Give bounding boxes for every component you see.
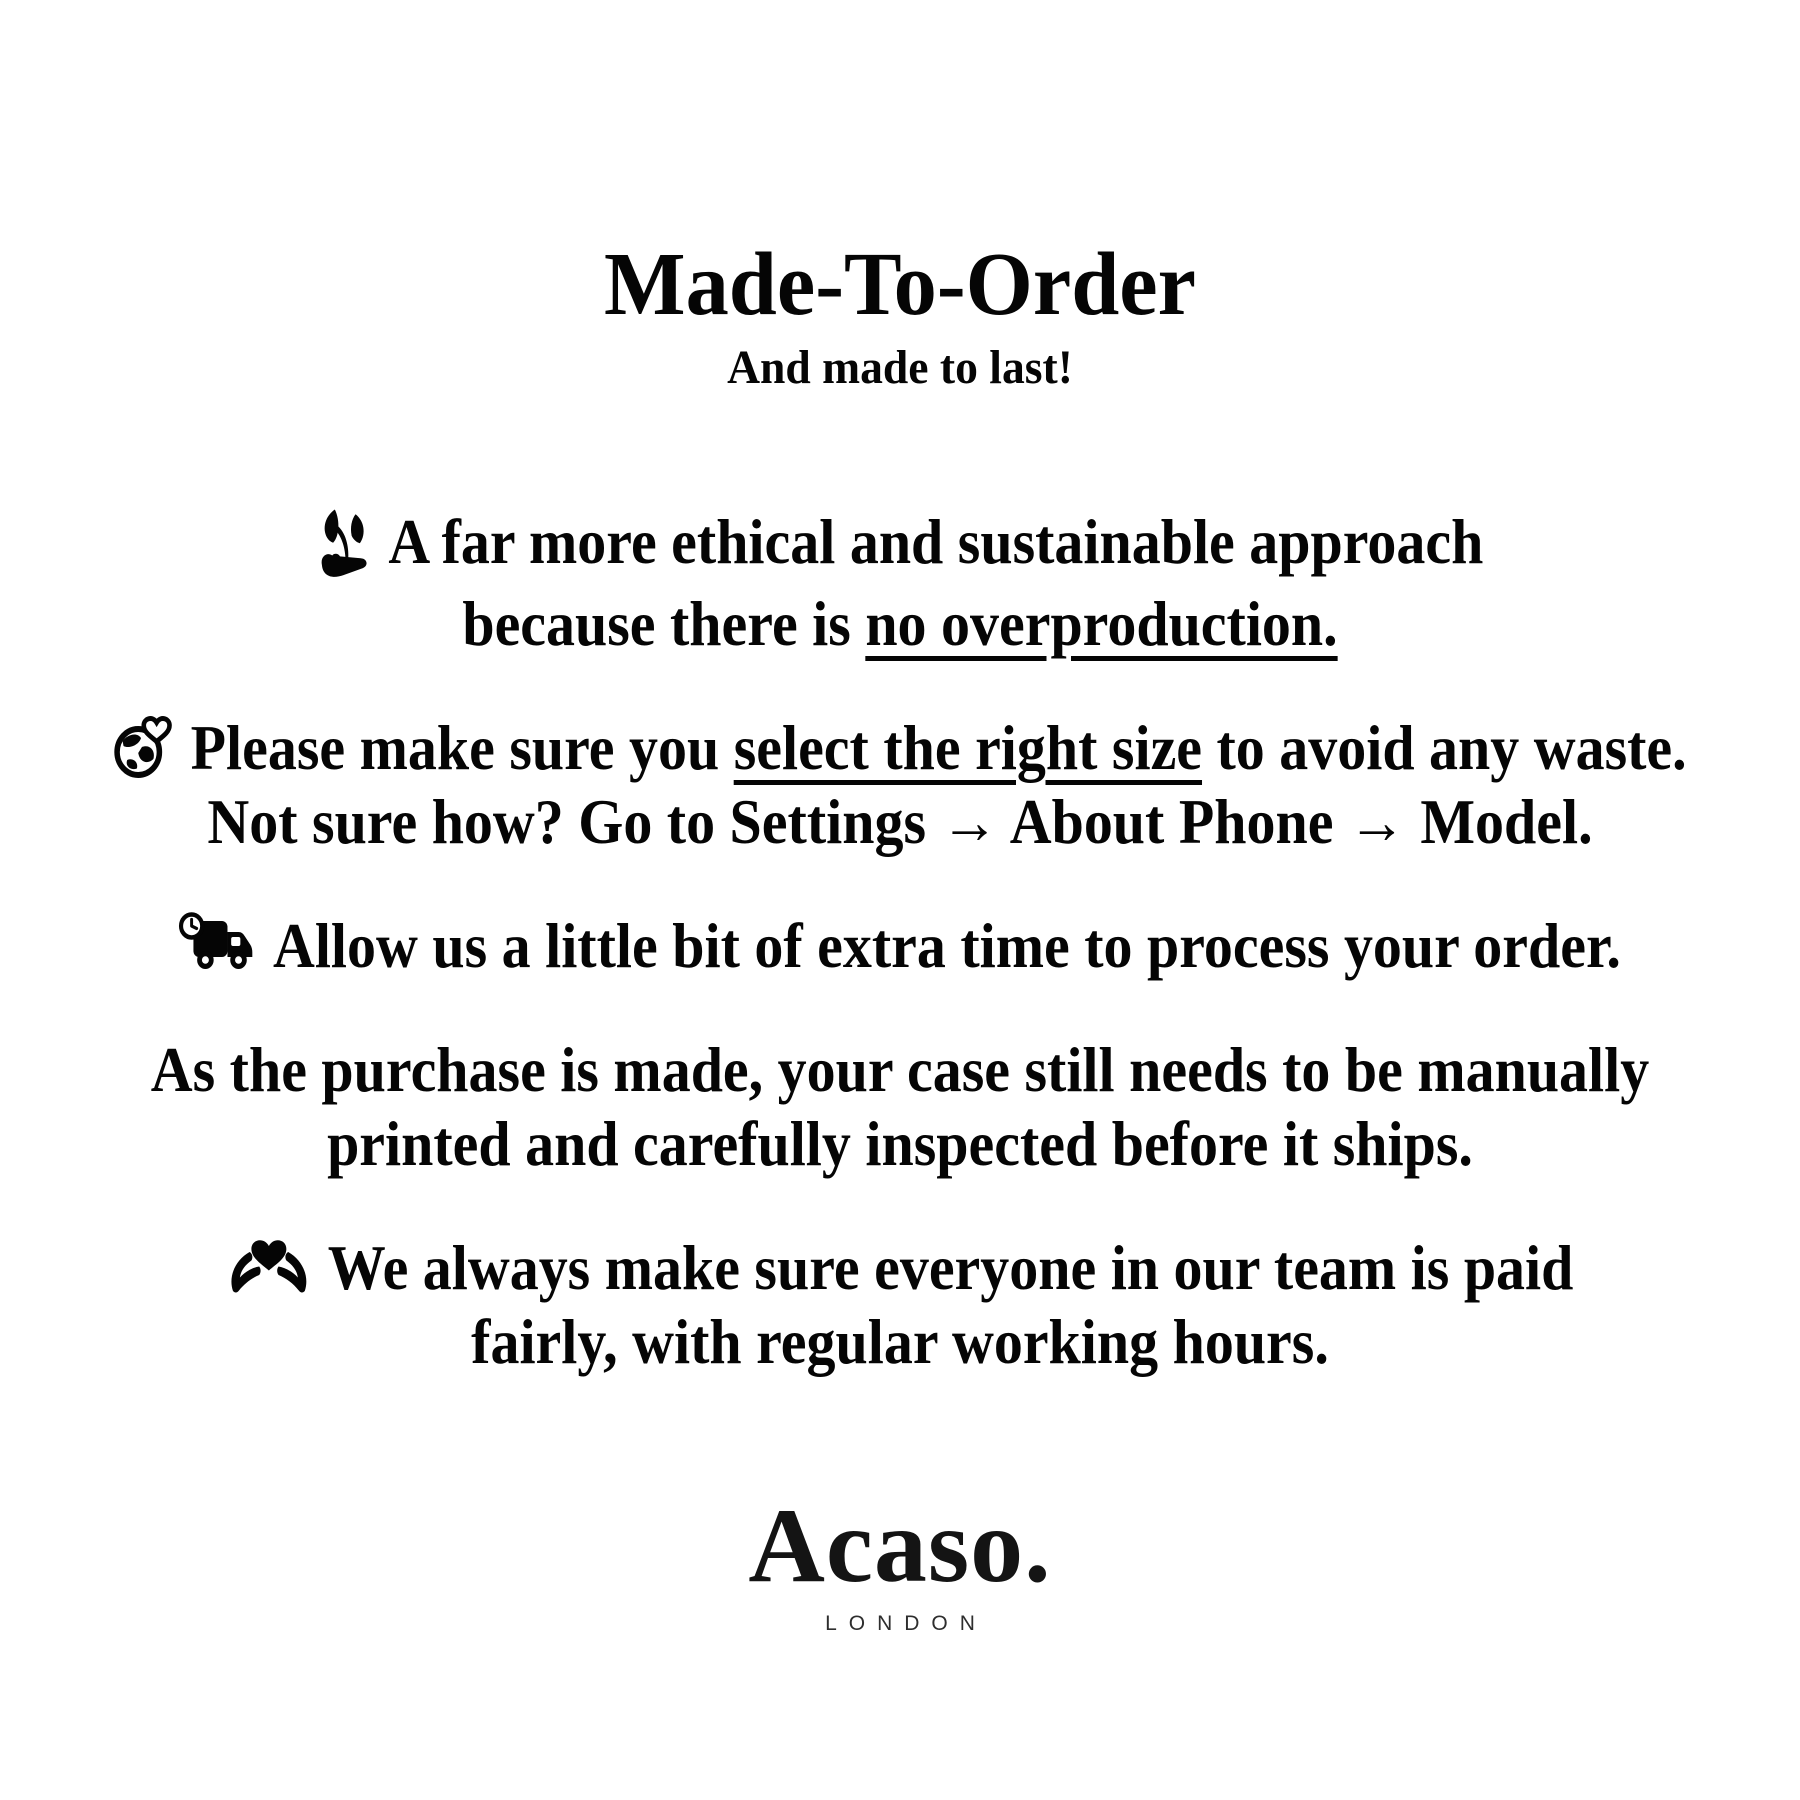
- brand-name: Acaso.: [748, 1487, 1052, 1604]
- paragraph-manual-production: [72, 1033, 1728, 1181]
- hands-holding-heart-icon: [227, 1238, 312, 1296]
- paragraph-select-right-size: [72, 711, 1728, 859]
- text-segment: Allow us a little bit of extra time to process your order.: [272, 911, 1621, 981]
- text-segment: to avoid any waste.: [1202, 713, 1687, 783]
- text-segment: We always make sure everyone in our team is paid: [327, 1233, 1574, 1303]
- delivery-truck-clock-icon: [179, 912, 256, 972]
- brand-location: LONDON: [825, 1612, 987, 1635]
- text-segment: A far more ethical and sustainable approach: [388, 507, 1484, 577]
- paragraph-line: [72, 1107, 1728, 1181]
- page-subtitle: And made to last!: [727, 341, 1073, 394]
- paragraph-line: [72, 505, 1728, 587]
- page-title: Made-To-Order: [604, 235, 1196, 334]
- paragraph-line: [72, 1305, 1728, 1379]
- text-segment: Not sure how? Go to Settings → About Phone → Model.: [207, 787, 1593, 857]
- paragraph-sustainable-approach: [72, 505, 1728, 661]
- paragraph-line: [72, 1033, 1728, 1107]
- info-paragraphs: [0, 505, 1800, 1379]
- text-segment: Please make sure you: [190, 713, 734, 783]
- paragraph-line: [72, 1231, 1728, 1305]
- paragraph-line: [72, 711, 1728, 785]
- paragraph-line: [72, 909, 1728, 983]
- brand-logo: [0, 1487, 1800, 1637]
- text-segment: because there is: [462, 589, 866, 659]
- underlined-text-segment: no overproduction.: [865, 589, 1338, 659]
- paragraph-line: [72, 587, 1728, 661]
- globe-heart-icon: [113, 714, 174, 780]
- seedling-in-hand-icon: [317, 507, 372, 587]
- paragraph-line: [72, 785, 1728, 859]
- paragraph-processing-time: [72, 909, 1728, 983]
- text-segment: printed and carefully inspected before it ships.: [327, 1109, 1473, 1179]
- underlined-text-segment: select the right size: [733, 713, 1203, 783]
- text-segment: fairly, with regular working hours.: [471, 1307, 1329, 1377]
- paragraph-fair-pay: [72, 1231, 1728, 1379]
- text-segment: As the purchase is made, your case still needs to be manually: [150, 1035, 1650, 1105]
